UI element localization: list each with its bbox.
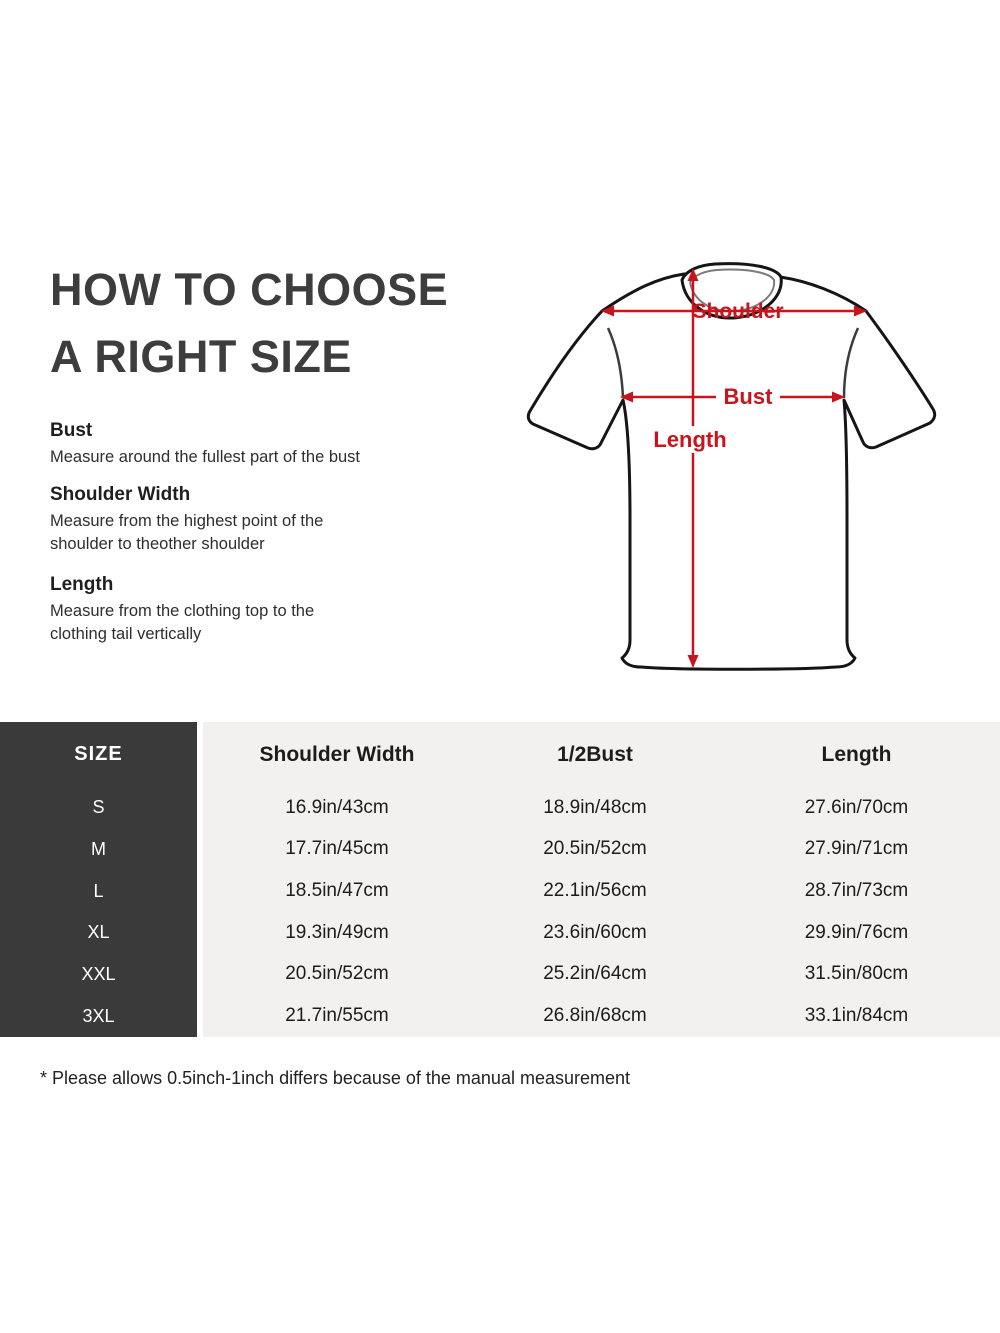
table-cell: 20.5in/52cm	[543, 838, 647, 860]
size-table-header-shoulder-width: Shoulder Width	[259, 742, 415, 766]
table-cell: 33.1in/84cm	[804, 1005, 909, 1027]
tshirt-measurement-diagram	[510, 250, 950, 680]
size-table-header-size: SIZE	[74, 743, 123, 765]
length-section-heading: Length	[50, 574, 114, 595]
shoulder-arrow-label: Shoulder	[692, 300, 784, 323]
measurement-disclaimer: * Please allows 0.5inch-1inch differs because of the manual measurement	[40, 1068, 631, 1088]
table-cell: 28.7in/73cm	[804, 880, 909, 902]
size-table-header-length: Length	[821, 742, 892, 766]
page-title-line2: A RIGHT SIZE	[50, 331, 352, 382]
table-cell: 23.6in/60cm	[543, 921, 647, 943]
bust-section-description: Measure around the fullest part of the bust	[50, 448, 361, 466]
table-cell: 19.3in/49cm	[285, 921, 389, 943]
table-cell: 25.2in/64cm	[543, 963, 647, 985]
table-cell: 17.7in/45cm	[285, 838, 389, 860]
bust-arrow-label: Bust	[723, 384, 773, 409]
shoulder-width-section-heading: Shoulder Width	[50, 484, 191, 505]
table-cell: 21.7in/55cm	[285, 1005, 389, 1027]
size-table	[0, 722, 1000, 1037]
size-table-header-half-bust: 1/2Bust	[557, 742, 633, 766]
bust-section-heading: Bust	[50, 420, 93, 441]
shoulder-width-section-description: Measure from the highest point of the shoulder to theother shoulder	[50, 512, 324, 553]
table-cell: 31.5in/80cm	[804, 963, 909, 985]
length-arrow-label: Length	[653, 427, 727, 452]
table-cell: 18.9in/48cm	[543, 796, 647, 818]
page-title-line1: HOW TO CHOOSE	[50, 264, 449, 315]
size-label-s: S	[92, 797, 105, 818]
size-label-m: M	[91, 838, 106, 859]
table-cell: 22.1in/56cm	[543, 880, 647, 902]
table-cell: 27.6in/70cm	[804, 796, 909, 818]
size-label-3xl: 3XL	[82, 1005, 115, 1026]
tshirt-outline	[528, 274, 934, 669]
size-label-xl: XL	[87, 922, 110, 943]
length-section-description: Measure from the clothing top to the clothing tail vertically	[50, 602, 315, 643]
size-label-l: L	[93, 880, 104, 901]
table-cell: 29.9in/76cm	[804, 921, 909, 943]
table-cell: 18.5in/47cm	[285, 880, 389, 902]
table-cell: 27.9in/71cm	[804, 838, 909, 860]
table-cell: 16.9in/43cm	[285, 796, 389, 818]
size-label-xxl: XXL	[81, 963, 116, 984]
table-cell: 20.5in/52cm	[285, 963, 389, 985]
page-title	[50, 256, 448, 390]
table-cell: 26.8in/68cm	[543, 1005, 647, 1027]
